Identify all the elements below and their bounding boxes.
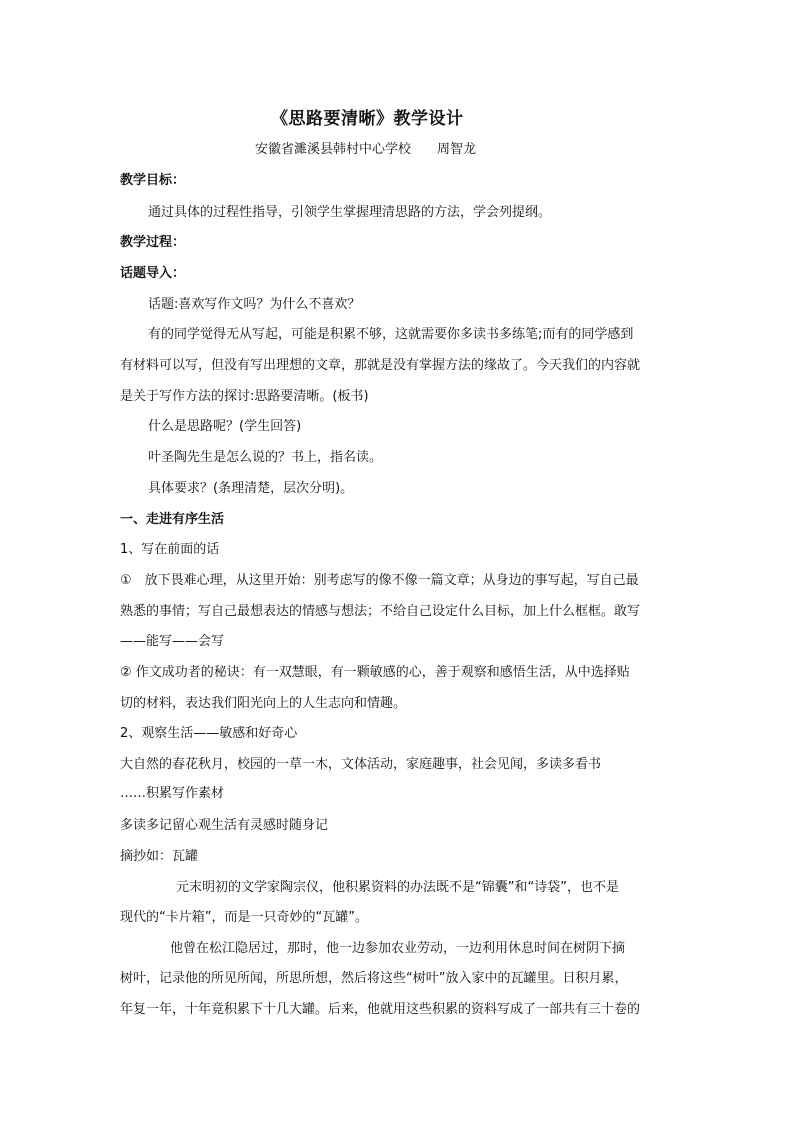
paragraph-line: ……积累写作素材 — [120, 786, 225, 801]
author-byline: 安徽省濉溪县韩村中心学校 周智龙 — [255, 142, 477, 157]
paragraph-question: 具体要求？(条理清楚，层次分明)。 — [148, 481, 354, 496]
paragraph-line: 多读多记留心观生活有灵感时随身记 — [120, 818, 329, 833]
section-heading: 一、走进有序生活 — [120, 512, 225, 527]
goal-heading: 教学目标： — [120, 173, 186, 188]
list-item-line: ② 作文成功者的秘诀：有一双慧眼，有一颗敏感的心，善于观察和感悟生活，从中选择贴 — [120, 665, 630, 680]
process-heading: 教学过程： — [120, 235, 186, 250]
list-item-line: 熟悉的事情；写自己最想表达的情感与想法；不给自己设定什么目标，加上什么框框。敢写 — [120, 604, 641, 619]
goal-text: 通过具体的过程性指导，引领学生掌握理清思路的方法，学会列提纲。 — [148, 205, 552, 220]
excerpt-label: 摘抄如：瓦罐 — [120, 849, 199, 864]
excerpt-line: 元末明初的文学家陶宗仪，他积累资料的办法既不是“锦囊”和“诗袋”，也不是 — [176, 880, 619, 895]
list-item-line: ——能写——会写 — [120, 634, 225, 649]
intro-heading: 话题导入： — [120, 266, 186, 281]
paragraph-topic: 话题:喜欢写作文吗？为什么不喜欢？ — [148, 297, 361, 312]
paragraph-line: 大自然的春花秋月，校园的一草一木，文体活动，家庭趣事，社会见闻，多读多看书 — [120, 757, 602, 772]
paragraph-line: 有的同学觉得无从写起，可能是积累不够，这就需要你多读书多练笔;而有的同学感到 — [148, 327, 634, 342]
subsection-heading: 2、观察生活——敏感和好奇心 — [120, 726, 298, 741]
subsection-heading: 1、写在前面的话 — [120, 542, 220, 557]
paragraph-line: 有材料可以写，但没有写出理想的文章，那就是没有掌握方法的缘故了。今天我们的内容就 — [120, 358, 641, 373]
excerpt-line: 现代的“卡片箱”，而是一只奇妙的“瓦罐”。 — [120, 910, 368, 925]
paragraph-question: 什么是思路呢？(学生回答) — [148, 419, 302, 434]
list-item-line: ① 放下畏难心理，从这里开始：别考虑写的像不像一篇文章；从身边的事写起，写自己最 — [120, 573, 639, 588]
paragraph-line: 是关于写作方法的探讨:思路要清晰。(板书) — [120, 389, 369, 404]
list-item-line: 切的材料，表达我们阳光向上的人生志向和情趣。 — [120, 696, 407, 711]
excerpt-line: 他曾在松江隐居过，那时，他一边参加农业劳动，一边利用休息时间在树阴下摘 — [170, 941, 626, 956]
paragraph-question: 叶圣陶先生是怎么说的？书上，指名读。 — [148, 450, 383, 465]
excerpt-line: 年复一年，十年竟积累下十几大罐。后来，他就用这些积累的资料写成了一部共有三十卷的 — [120, 1002, 641, 1017]
document-title: 《思路要清晰》教学设计 — [271, 109, 464, 129]
excerpt-line: 树叶，记录他的所见所闻，所思所想，然后将这些“树叶”放入家中的瓦罐里。日积月累， — [120, 971, 628, 986]
